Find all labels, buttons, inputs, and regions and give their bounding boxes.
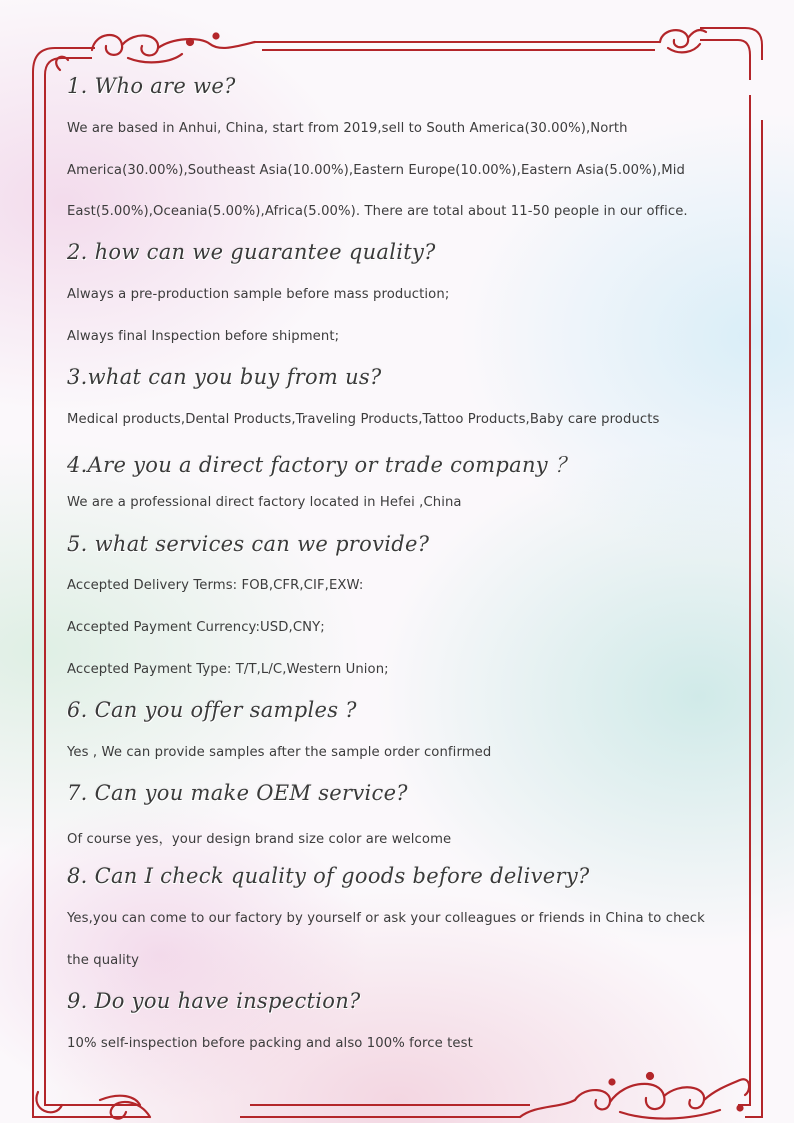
faq-question-8: 8. Can I check quality of goods before delivery?	[67, 864, 590, 888]
faq-answer-7-line-1: Of course yes，your design brand size color are welcome	[67, 832, 452, 847]
faq-question-4: 4.Are you a direct factory or trade company ？	[67, 453, 577, 477]
faq-question-3: 3.what can you buy from us?	[67, 365, 382, 389]
faq-answer-5-line-1: Accepted Delivery Terms: FOB,CFR,CIF,EXW:	[67, 578, 364, 593]
faq-answer-8-line-1: Yes,you can come to our factory by yourself or ask your colleagues or friends in China to check	[67, 911, 705, 926]
faq-answer-5-line-2: Accepted Payment Currency:USD,CNY;	[67, 620, 325, 635]
faq-answer-1-line-2: America(30.00%),Southeast Asia(10.00%),Eastern Europe(10.00%),Eastern Asia(5.00%),Mid	[67, 163, 686, 178]
faq-answer-2-line-1: Always a pre-production sample before mass production;	[67, 287, 450, 302]
faq-question-6: 6. Can you offer samples ?	[67, 698, 357, 722]
faq-answer-1-line-1: We are based in Anhui, China, start from 2019,sell to South America(30.00%),North	[67, 121, 628, 136]
faq-answer-6-line-1: Yes , We can provide samples after the sample order confirmed	[67, 745, 492, 760]
faq-answer-5-line-3: Accepted Payment Type: T/T,L/C,Western Union;	[67, 662, 389, 677]
faq-question-5: 5. what services can we provide?	[67, 532, 430, 556]
faq-question-7: 7. Can you make OEM service?	[67, 781, 408, 805]
faq-answer-4-line-1: We are a professional direct factory located in Hefei ,China	[67, 495, 462, 510]
faq-answer-2-line-2: Always final Inspection before shipment;	[67, 329, 340, 344]
faq-question-9: 9. Do you have inspection?	[67, 989, 361, 1013]
faq-answer-9-line-1: 10% self-inspection before packing and also 100% force test	[67, 1036, 473, 1051]
faq-question-2: 2. how can we guarantee quality?	[67, 240, 436, 264]
faq-question-1: 1. Who are we?	[67, 74, 236, 98]
faq-answer-1-line-3: East(5.00%),Oceania(5.00%),Africa(5.00%). There are total about 11-50 people in our office.	[67, 204, 688, 219]
faq-answer-3-line-1: Medical products,Dental Products,Traveling Products,Tattoo Products,Baby care products	[67, 412, 660, 427]
faq-answer-8-line-2: the quality	[67, 953, 140, 968]
